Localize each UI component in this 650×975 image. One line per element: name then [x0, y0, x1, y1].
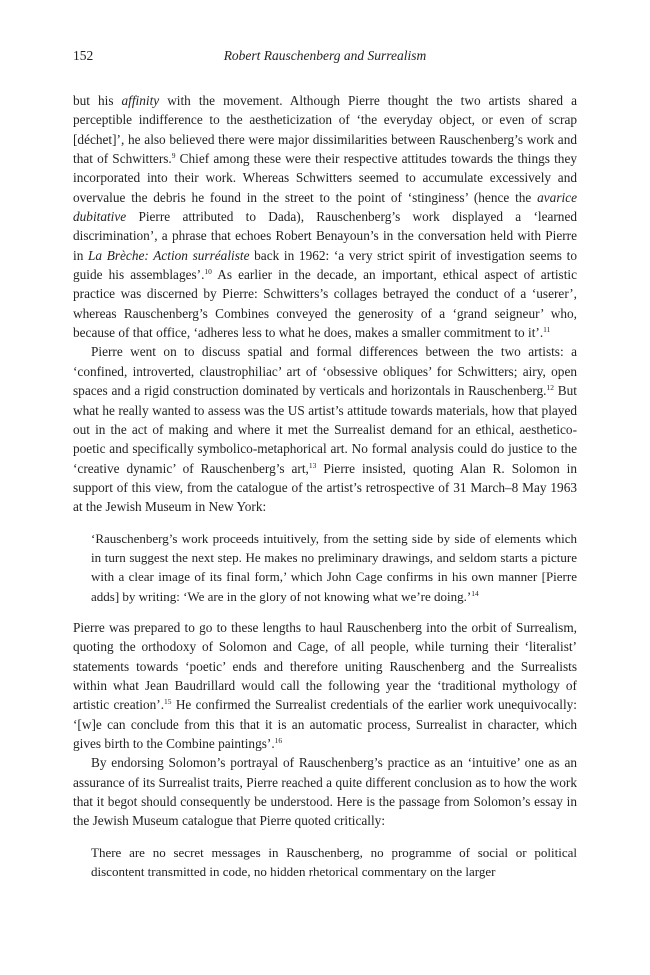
text-run: As earlier in the decade, an important, ethical aspect of artistic practice was discerned by Pierre: Schwitters’s collages betrayed the conduct of a ‘userer’, whereas Rauschenberg’s Combines conveyed the generosity of a ‘grand seigneur’ who, because of that office, ‘adheres less to what he does, makes a smaller commitment to it’. — [73, 267, 577, 341]
footnote-ref: 9 — [171, 151, 176, 161]
text-run: with the movement. Although Pierre thought the two artists shared a perceptible indifference to the aestheticization of ‘the everyday object, or even of scrap [déchet]’, he also believed there were major dissimilarities between Rauschenberg’s work and that of Schwitters. — [73, 93, 577, 167]
paragraph — [73, 342, 577, 516]
italic-text: affinity — [121, 93, 160, 108]
paragraph — [73, 91, 577, 342]
running-head — [73, 46, 577, 66]
text-run: Pierre attributed to Dada), Rauschenberg’s work displayed a ‘learned discrimination’, a phrase that echoes Robert Benayoun’s in the conversation held with Pierre in — [73, 209, 577, 263]
text-run: Pierre was prepared to go to these lengths to haul Rauschenberg into the orbit of Surrealism, quoting the orthodoxy of Solomon and Cage, of all people, while turning their ‘literalist’ statements towards ‘poetic’ ends and therefore uniting Rauschenberg and the Surrealists within what Jean Baudrillard would call the following year the ‘traditional mythology of artistic creation’. — [73, 619, 577, 713]
text-run: but his — [73, 93, 122, 108]
footnote-ref: 14 — [471, 588, 479, 598]
footnote-ref: 15 — [164, 697, 172, 707]
text-run: There are no secret messages in Rauschenberg, no programme of social or political discontent transmitted in code, no hidden rhetorical commentary on the larger — [91, 844, 577, 880]
paragraph — [73, 618, 577, 753]
text-run: He confirmed the Surrealist credentials of the earlier work unequivocally: ‘[w]e can conclude from this that it is an automatic process, Surrealist in character, which gives birth to the Combine paintings’. — [73, 697, 577, 751]
italic-text: La Brèche: Action surréaliste — [88, 247, 250, 263]
text-run: But what he really wanted to assess was the US artist’s attitude towards materials, how that played out in the act of making and where it met the Surrealist demand for an ethical, aesthetico-poetic and specifically symbolico-metaphorical art. No formal analysis could do justice to the ‘creative dynamic’ of Rauschenberg’s art, — [73, 383, 577, 476]
text-run: Pierre insisted, quoting Alan R. Solomon in support of this view, from the catalogue of the artist’s retrospective of 31 March–8 May 1963 at the Jewish Museum in New York: — [73, 460, 578, 515]
footnote-ref: 11 — [543, 325, 551, 335]
text-run: back in 1962: ‘a very strict spirit of investigation seems to guide his assemblages’. — [73, 247, 577, 283]
body-text — [73, 91, 577, 893]
footnote-ref: 16 — [274, 736, 283, 745]
text-run: By endorsing Solomon’s portrayal of Rauschenberg’s practice as an ‘intuitive’ one as an assurance of its Surrealist traits, Pierre reached a quite different conclusion as to how the work that it begot should consequently be understood. Here is the passage from Solomon’s essay in the Jewish Museum catalogue that Pierre quoted critically: — [73, 755, 577, 829]
italic-text: avarice dubitative — [73, 189, 577, 225]
page-number: 152 — [73, 48, 94, 63]
footnote-ref: 13 — [308, 460, 317, 470]
text-run: ‘Rauschenberg’s work proceeds intuitively, from the setting side by side of elements which in turn suggest the next step. He makes no preliminary drawings, and seldom starts a picture with a clear image of its final form,’ which John Cage confirms in his own manner [Pierre adds] by writing: ‘We are in the glory of not knowing what we’re doing.’ — [91, 530, 577, 604]
block-quote — [91, 843, 577, 882]
footnote-ref: 10 — [204, 267, 212, 277]
block-quote — [91, 529, 577, 606]
text-run: Pierre went on to discuss spatial and formal differences between the two artists: a ‘confined, introverted, claustrophiliac’ art of ‘obsessive obliques’ for Schwitters; airy, open spaces and a rigid construction dominated by verticals and horizontals in Rauschenberg. — [73, 344, 577, 399]
paragraph — [73, 753, 577, 830]
running-title: Robert Rauschenberg and Surrealism — [223, 48, 427, 63]
footnote-ref: 12 — [546, 383, 555, 393]
text-run: Chief among these were their respective attitudes towards the things they incorporated into their work. Whereas Schwitters seemed to accumulate excessively and overvalue the debris he found in the street to the point of ‘stinginess’ (hence the — [73, 151, 578, 205]
